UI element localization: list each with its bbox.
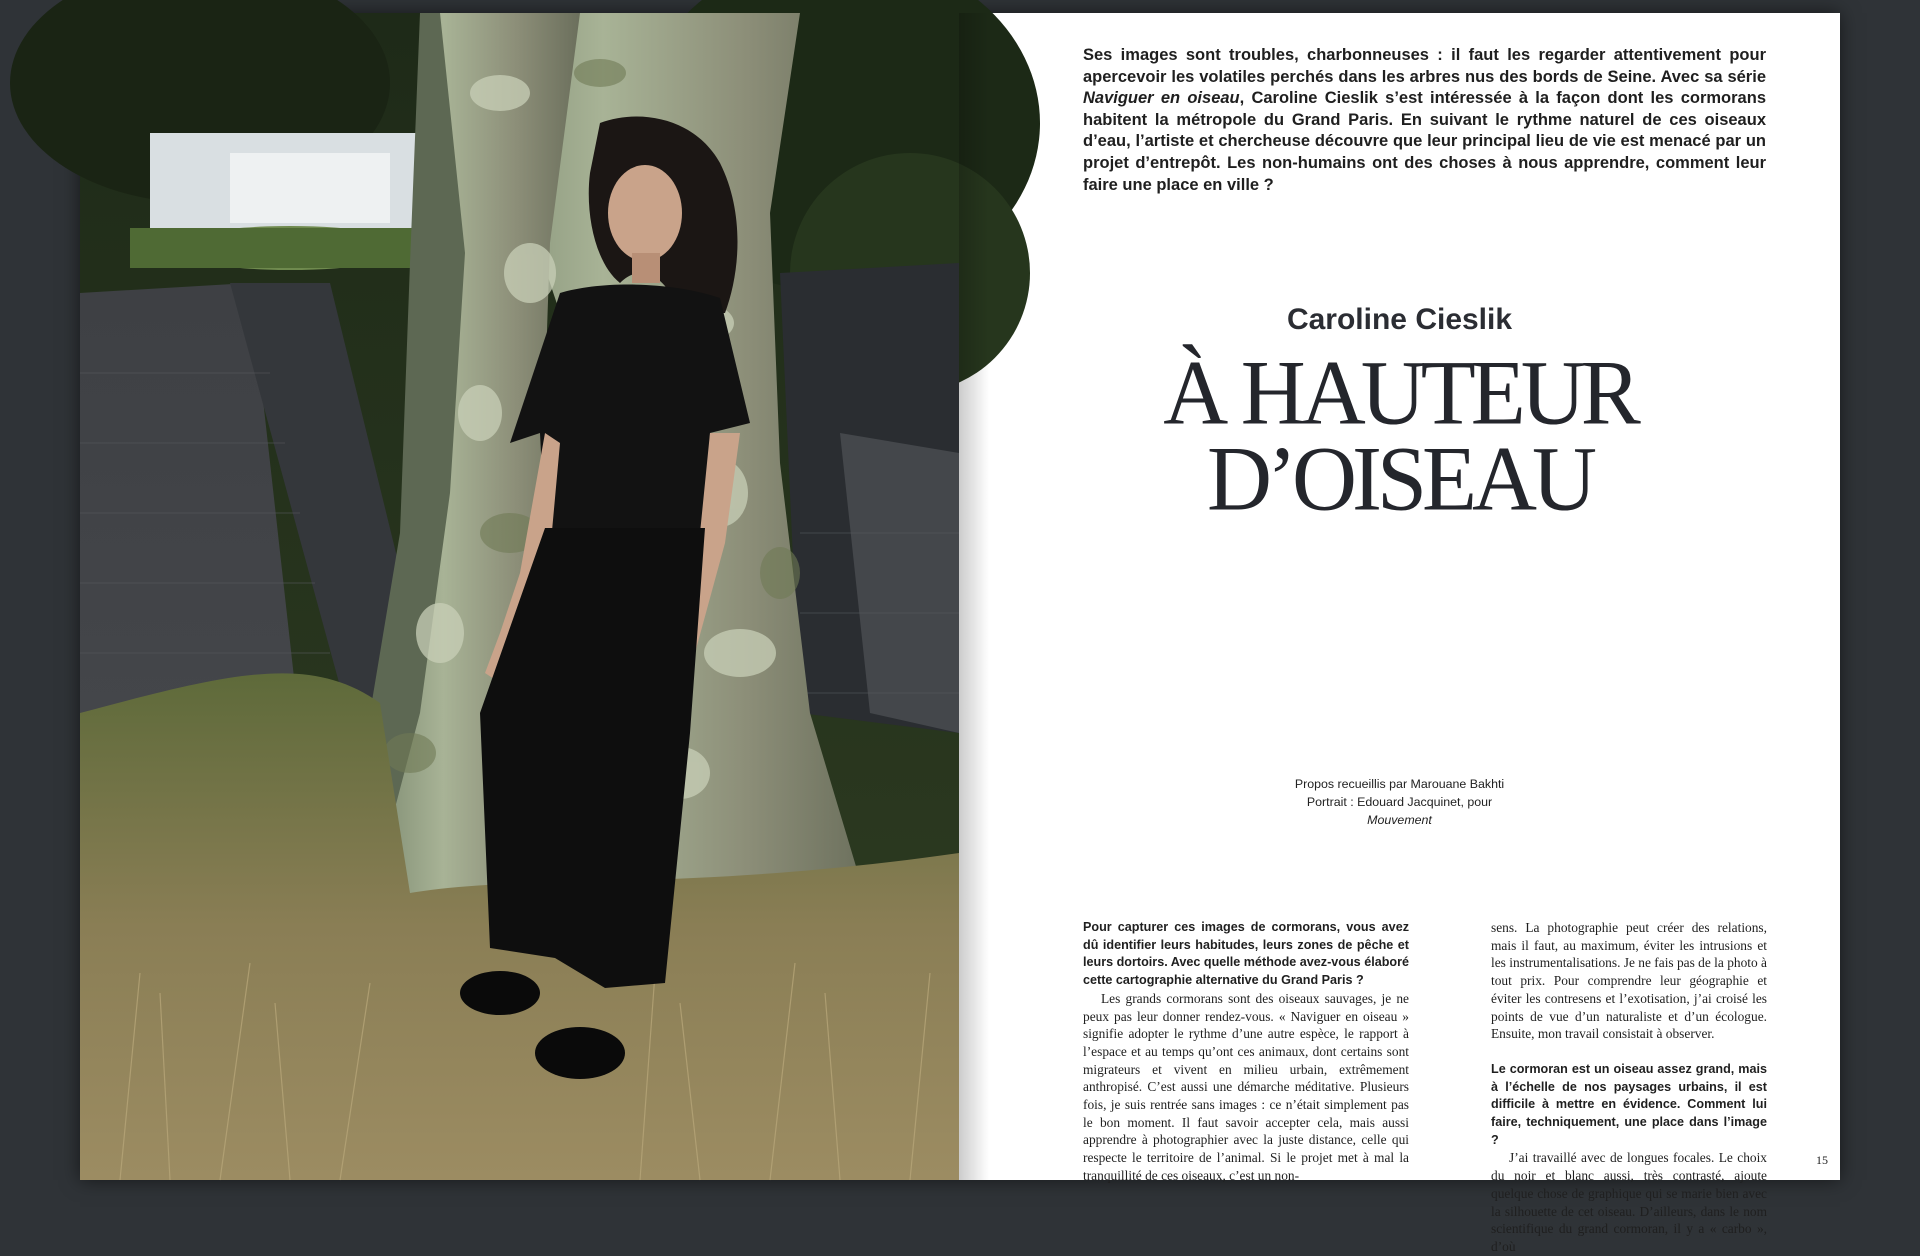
interview-answer-2: J’ai travaillé avec de longues focales. Le choix du noir et blanc aussi, très contrasté, ajoute quelque chose de graphique qui se marie bien avec la silhouette de cet oiseau. D’ailleurs, dans le nom scientifique du grand cormoran, il y a « carbo », d’où bbox=[1491, 1150, 1767, 1254]
paragraph-gap bbox=[1491, 1043, 1767, 1061]
article-column-right bbox=[1491, 919, 1767, 1256]
article-title-line-2: D’OISEAU bbox=[1207, 428, 1592, 530]
interview-question-1: Pour capturer ces images de cormorans, vous avez dû identifier leurs habitudes, leurs zones de pêche et leurs dortoirs. Avec quelle méthode avez-vous élaboré cette cartographie alternative du Grand Paris ? bbox=[1083, 920, 1409, 988]
credits bbox=[959, 775, 1840, 829]
article-column-left bbox=[1083, 919, 1409, 1185]
article-title bbox=[959, 343, 1840, 530]
standfirst-text-1: Ses images sont troubles, charbonneuses : il faut les regarder attentivement pour apercevoir les volatiles perchés dans les arbres nus des bords de Seine. Avec sa série bbox=[1083, 46, 1766, 86]
interview-answer-1: Les grands cormorans sont des oiseaux sauvages, je ne peux pas leur donner rendez-vous. « Naviguer en oiseau » signifie adopter le rythme d’une autre espèce, le rapport à l’espace et au temps qu’ont ces animaux, dont certains sont migrateurs et vivent en milieu urbain, extrêmement anthropisé. C’est aussi une démarche méditative. Plusieurs fois, je suis rentrée sans images : ce n’était simplement pas le bon moment. Il faut savoir accepter cela, mais aussi apprendre à photographier avec la juste distance, celle qui respecte le territoire de l’animal. Si le projet met à mal la tranquillité de ces oiseaux, c’est un non- bbox=[1083, 990, 1409, 1183]
portrait-credit bbox=[959, 793, 1840, 829]
interview-credit: Propos recueillis par Marouane Bakhti bbox=[1294, 777, 1505, 791]
standfirst-text-2: , Caroline Cieslik s’est intéressée à la façon dont les cormorans habitent la métropole du Grand Paris. En suivant le rythme naturel de ces oiseaux d’eau, l’artiste et chercheuse découvre que leur principal lieu de vie est menacé par un projet d’entrepôt. Les non-humains ont des choses à nous apprendre, comment leur faire une place en ville ? bbox=[1083, 89, 1766, 194]
portrait-photo bbox=[80, 13, 959, 1180]
magazine-spread bbox=[80, 13, 1840, 1254]
author-name: Caroline Cieslik bbox=[1286, 303, 1513, 336]
standfirst bbox=[1083, 45, 1766, 196]
series-title: Naviguer en oiseau bbox=[1083, 89, 1240, 108]
article-title-line-1: À HAUTEUR bbox=[1163, 343, 1636, 445]
interview-answer-1-continued: sens. La photographie peut créer des relations, mais il faut, au maximum, éviter les intrusions et les instrumentalisations. Je ne fais pas de la photo à tout prix. Pour comprendre leur géographie et éviter les contresens et l’exotisation, j’ai croisé les points de vue d’un naturaliste et d’un écologue. Ensuite, mon travail consistait à observer. bbox=[1491, 920, 1767, 1042]
page-number: 15 bbox=[1816, 1153, 1828, 1167]
text-page bbox=[959, 13, 1840, 1254]
portrait-credit-text: Portrait : Edouard Jacquinet, pour bbox=[1306, 795, 1493, 809]
interview-question-2: Le cormoran est un oiseau assez grand, mais à l’échelle de nos paysages urbains, il est difficile à mettre en évidence. Comment lui faire, techniquement, une place dans l’image ? bbox=[1491, 1061, 1767, 1147]
publication-name: Mouvement bbox=[1367, 813, 1432, 827]
